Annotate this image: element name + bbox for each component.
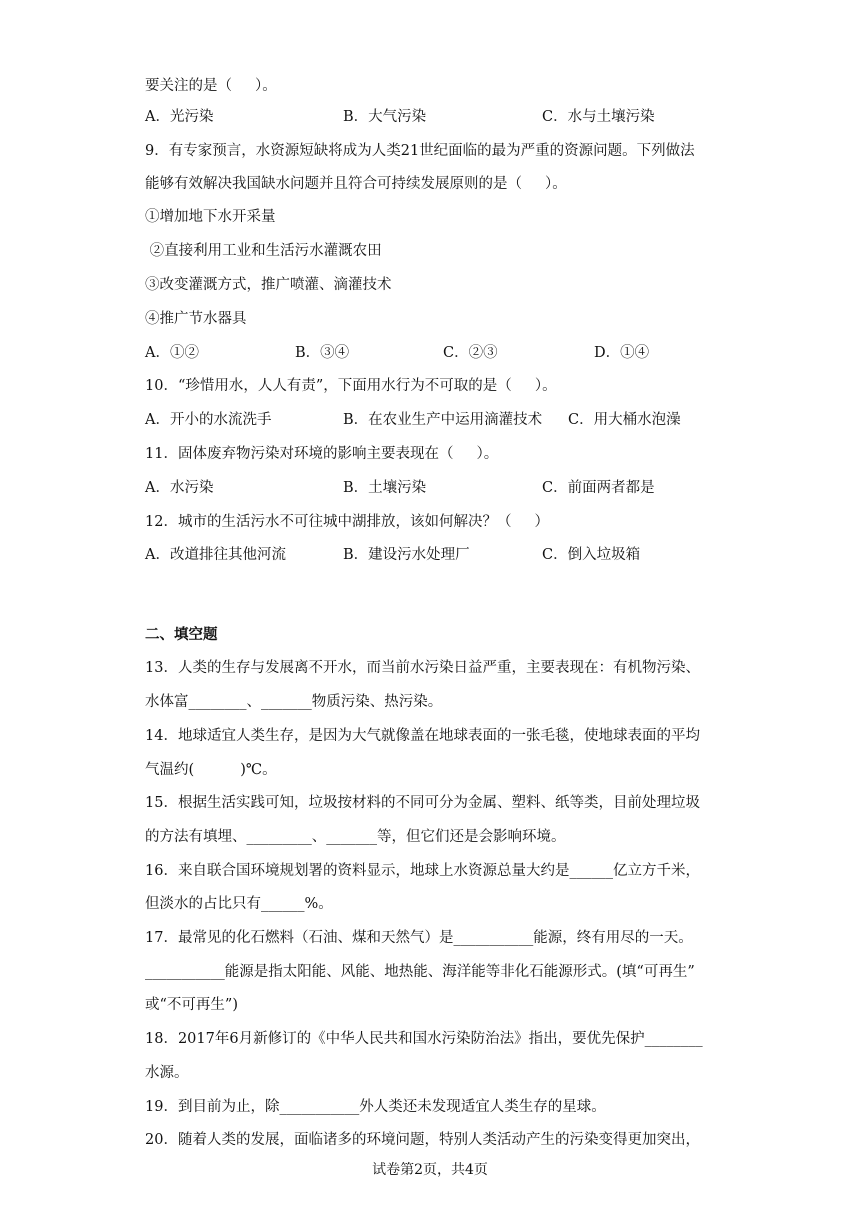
q16-stem-line1: 16．来自联合国环境规划署的资料显示，地球上水资源总量大约是______亿立方千米，: [145, 863, 700, 879]
q11-stem: 11．固体废弃物污染对环境的影响主要表现在（ ）。: [145, 446, 499, 462]
option-c: C．水与土壤污染: [542, 109, 655, 125]
q18-stem-line2: 水源。: [145, 1065, 189, 1081]
option-c: C．前面两者都是: [542, 480, 655, 496]
q9-stem-line1: 9．有专家预言，水资源短缺将成为人类21世纪面临的最为严重的资源问题。下列做法: [145, 143, 695, 159]
q9-item-1: ①增加地下水开采量: [145, 209, 276, 225]
q12-options: [145, 545, 745, 565]
q8-stem-tail: 要关注的是（ ）。: [145, 78, 277, 94]
q15-stem-line1: 15．根据生活实践可知，垃圾按材料的不同可分为金属、塑料、纸等类，目前处理垃圾: [145, 795, 700, 811]
option-b: B．大气污染: [343, 109, 427, 125]
q13-stem-line1: 13．人类的生存与发展离不开水，而当前水污染日益严重，主要表现在：有机物污染、: [145, 660, 700, 676]
q17-stem-line2: ___________能源是指太阳能、风能、地热能、海洋能等非化石能源形式。(填“可再生”: [145, 964, 695, 980]
option-b: B．建设污水处理厂: [343, 547, 470, 563]
q17-stem-line3: 或“不可再生”): [145, 997, 238, 1013]
q14-stem-line1: 14．地球适宜人类生存，是因为大气就像盖在地球表面的一张毛毯，使地球表面的平均: [145, 728, 700, 744]
q13-stem-line2: 水体富________、_______物质污染、热污染。: [145, 694, 443, 710]
option-a: A．改道排往其他河流: [145, 547, 286, 563]
section-heading-fill-in: 二、填空题: [145, 627, 218, 643]
q12-stem: 12．城市的生活污水不可往城中湖排放，该如何解决？（ ）: [145, 514, 549, 530]
q19-stem: 19．到目前为止，除___________外人类还未发现适宜人类生存的星球。: [145, 1099, 606, 1115]
option-a: A．水污染: [145, 480, 214, 496]
option-c: C．②③: [443, 345, 498, 361]
option-c: C．用大桶水泡澡: [568, 412, 681, 428]
option-c: C．倒入垃圾箱: [542, 547, 641, 563]
q11-options: [145, 478, 745, 498]
option-a: A．光污染: [145, 109, 214, 125]
option-d: D．①④: [594, 345, 650, 361]
q16-stem-line2: 但淡水的占比只有______%。: [145, 896, 333, 912]
q9-item-4: ④推广节水器具: [145, 311, 247, 327]
q15-stem-line2: 的方法有填埋、_________、_______等，但它们还是会影响环境。: [145, 829, 566, 845]
q10-options: [145, 410, 745, 430]
option-b: B．在农业生产中运用滴灌技术: [343, 412, 543, 428]
option-b: B．土壤污染: [343, 480, 427, 496]
option-a: A．开小的水流洗手: [145, 412, 272, 428]
q9-item-3: ③改变灌溉方式，推广喷灌、滴灌技术: [145, 277, 392, 293]
option-a: A．①②: [145, 345, 199, 361]
q14-stem-line2: 气温约( )℃。: [145, 762, 277, 778]
page-footer: 试卷第2页，共4页: [372, 1162, 488, 1178]
q10-stem: 10．“珍惜用水，人人有责”，下面用水行为不可取的是（ ）。: [145, 378, 557, 394]
q9-options: [145, 343, 745, 363]
q18-stem-line1: 18．2017年6月新修订的《中华人民共和国水污染防治法》指出，要优先保护________: [145, 1031, 703, 1047]
q9-item-2: ②直接利用工业和生活污水灌溉农田: [145, 243, 382, 259]
q20-stem-line1: 20．随着人类的发展，面临诸多的环境问题，特别人类活动产生的污染变得更加突出，: [145, 1132, 700, 1148]
q8-options: [145, 107, 745, 127]
q17-stem-line1: 17．最常见的化石燃料（石油、煤和天然气）是___________能源，终有用尽的一天。: [145, 930, 693, 946]
option-b: B．③④: [295, 345, 350, 361]
q9-stem-line2: 能够有效解决我国缺水问题并且符合可持续发展原则的是（ ）。: [145, 176, 567, 192]
